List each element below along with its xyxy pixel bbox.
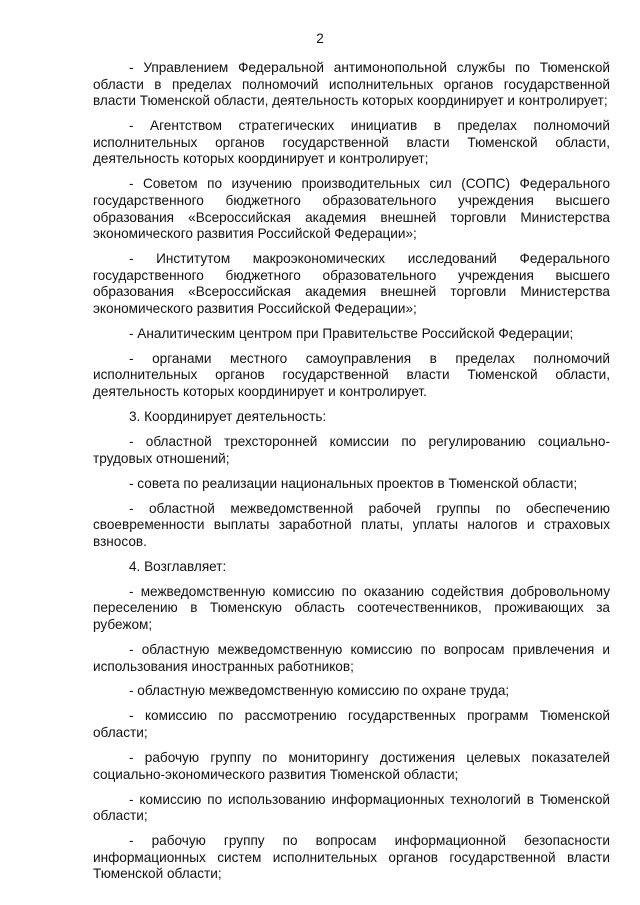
paragraph: - рабочую группу по вопросам информационной безопасности информационных систем исполнительных органов государственной власти Тюменской области; <box>93 833 610 882</box>
page-number: 2 <box>316 31 324 46</box>
document-body <box>93 60 610 891</box>
paragraph: - Советом по изучению производительных сил (СОПС) Федерального государственного бюджетного образовательного учреждения высшего образования «Всероссийская академия внешней торговли Министерства экономического развития Российской Федерации»; <box>93 176 610 242</box>
paragraph: - областной трехсторонней комиссии по регулированию социально-трудовых отношений; <box>93 434 610 466</box>
paragraph: - комиссию по рассмотрению государственных программ Тюменской области; <box>93 708 610 741</box>
paragraph: - Институтом макроэкономических исследований Федерального государственного бюджетного образовательного учреждения высшего образования «Всероссийская академия внешней торговли Министерства экономического развития Российской Федерации»; <box>93 251 610 316</box>
paragraph: - областную межведомственную комиссию по охране труда; <box>129 683 510 699</box>
section-heading-4: 4. Возглавляет: <box>129 558 227 574</box>
paragraph: - органами местного самоуправления в пределах полномочий исполнительных органов государственной власти Тюменской области, деятельность которых координирует и контролирует. <box>93 350 610 400</box>
paragraph: - межведомственную комиссию по оказанию содействия добровольному переселению в Тюменскую область соотечественников, проживающих за рубежом; <box>93 583 610 632</box>
section-heading-3: 3. Координирует деятельность: <box>129 409 327 425</box>
paragraph: - совета по реализации национальных проектов в Тюменской области; <box>129 475 578 491</box>
paragraph: - Агентством стратегических инициатив в пределах полномочий исполнительных органов государственной власти Тюменской области, деятельность которых координирует и контролирует; <box>93 118 610 167</box>
paragraph: - областной межведомственной рабочей группы по обеспечению своевременности выплаты заработной платы, уплаты налогов и страховых взносов. <box>93 500 610 549</box>
paragraph: - рабочую группу по мониторингу достижения целевых показателей социально-экономического развития Тюменской области; <box>93 750 610 782</box>
paragraph: - областную межведомственную комиссию по вопросам привлечения и использования иностранных работников; <box>93 641 610 674</box>
paragraph: - Аналитическим центром при Правительстве Российской Федерации; <box>129 325 574 341</box>
paragraph: - Управлением Федеральной антимонопольной службы по Тюменской области в пределах полномочий исполнительных органов государственной власти Тюменской области, деятельность которых координирует и контролирует; <box>93 60 610 109</box>
paragraph: - комиссию по использованию информационных технологий в Тюменской области; <box>93 791 610 824</box>
